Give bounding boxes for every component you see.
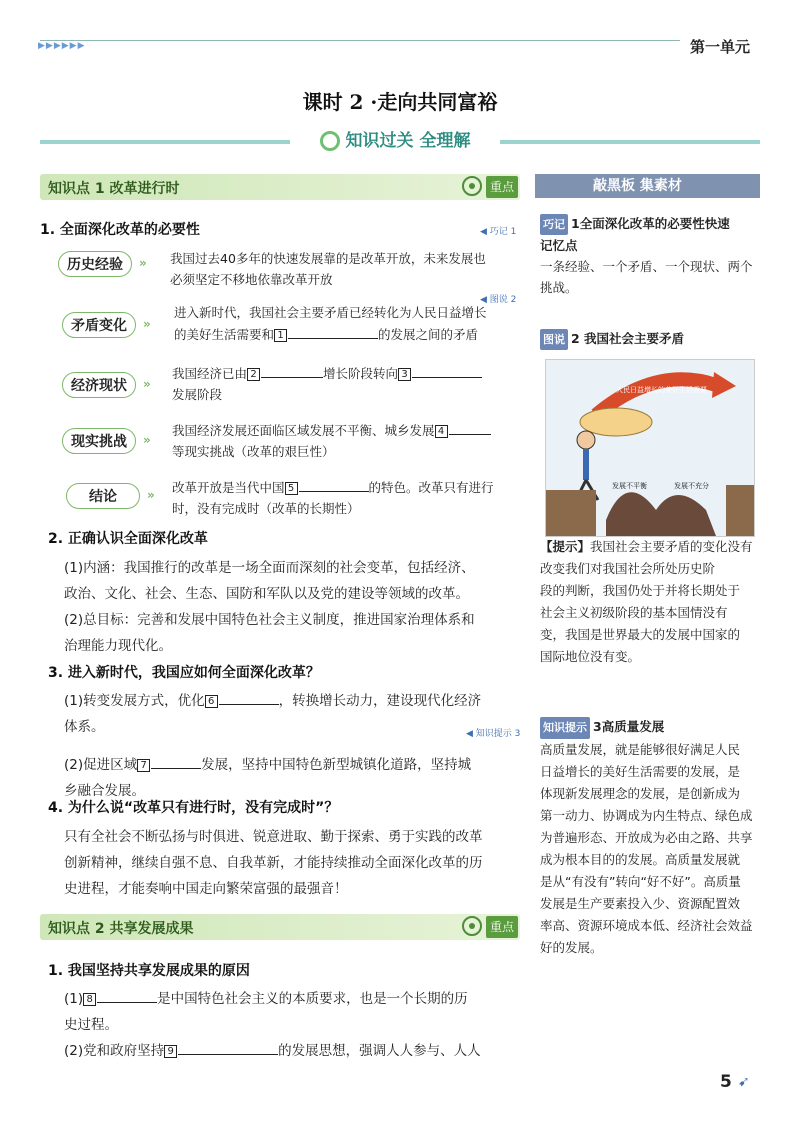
economy-text: 我国经济已由 2 增长阶段转向 3 发展阶段	[172, 362, 512, 405]
knowledge-point-1-header	[40, 174, 520, 200]
section-banner	[290, 126, 500, 158]
tip-box: 【提示】我国社会主要矛盾的变化没有 改变我们对我国社会所处历史阶 段的判断，我国仍处于并将长期处于 社会主义初级阶段的基本国情没有 变，我国是世界最大的发展中国家的 国际地位没有变。	[540, 539, 753, 664]
section-4-title: 4. 为什么说“改革只有进行时，没有完成时”？	[48, 800, 339, 816]
section-3-title: 3. 进入新时代，我国应如何全面深化改革？	[48, 665, 320, 681]
reform-content: (1)内涵：我国推行的改革是一场全面而深刻的社会变革，包括经济、 政治、文化、社会、生态、国防和军队以及党的建设等领域的改革。 (2)总目标：完善和发展中国特色社会主义制度，推进国家治理体系和 治理能力现代化。	[64, 560, 475, 654]
challenge-text: 我国经济发展还面临区域发展不平衡、城乡发展 4 等现实挑战（改革的艰巨性）	[172, 419, 512, 462]
sharing-content: (1) 8 是中国特色社会主义的本质要求，也是一个长期的历 史过程。 (2)党和政府坚持 9 的发展思想，强调人人参与、人人	[64, 986, 524, 1064]
diagram-tag[interactable]: ◀ 图说 2	[480, 295, 517, 305]
arrow-icon: »	[139, 256, 147, 270]
pill-challenge: 现实挑战	[62, 428, 136, 454]
kp1-label: 知识点 1 改革进行时	[48, 181, 180, 197]
page-number: 5	[720, 1072, 732, 1092]
memory-tip-tag[interactable]: ◀ 巧记 1	[480, 227, 517, 237]
header-rule	[40, 40, 680, 41]
high-quality-box: 知识提示 3高质量发展 高质量发展，就是能够很好满足人民 日益增长的美好生活需要的发展，是 体现新发展理念的发展，是创新成为 第一动力、协调成为内生特点、绿色成 为普遍形态、开放成为必由之路、共享 成为根本目的的发展。高质量发展就 是从“有没有”转向“好不好”。高质量 发展是生产要素投入少、资源配置效 率高、资源环境成本低、经济社会效益 好的发展。	[540, 719, 753, 955]
pill-economy: 经济现状	[62, 372, 136, 398]
lesson-title: 课时 2 ·走向共同富裕	[302, 90, 498, 114]
arrow-icon: »	[147, 488, 155, 502]
kp2-label: 知识点 2 共享发展成果	[48, 921, 194, 937]
knowledge-tip-label: 知识提示	[540, 717, 590, 739]
pill-conclusion: 结论	[66, 483, 140, 509]
header-arrows: ▶▶▶▶▶▶	[38, 41, 86, 51]
target-icon	[462, 176, 482, 196]
knowledge-tip-tag[interactable]: ◀ 知识提示 3	[466, 729, 521, 739]
contradiction-illustration	[545, 359, 755, 537]
key-badge: 重点	[486, 176, 518, 198]
arrow-icon: »	[143, 377, 151, 391]
section-5-title: 1. 我国坚持共享发展成果的原因	[48, 963, 250, 979]
diagram-label: 图说	[540, 329, 568, 350]
section-2-title: 2. 正确认识全面深化改革	[48, 531, 208, 547]
sidebar-header: 敲黑板 集素材	[535, 174, 760, 198]
pill-history: 历史经验	[58, 251, 132, 277]
illus-label-1: 发展不平衡	[612, 482, 647, 490]
unit-label: 第一单元	[690, 38, 751, 56]
memory-tip-box: 巧记 1全面深化改革的必要性快速 记忆点 一条经验、一个矛盾、一个现状、两个 挑战。	[540, 216, 753, 295]
section-1-title: 1. 全面深化改革的必要性	[40, 222, 200, 238]
key-badge: 重点	[486, 916, 518, 938]
illus-label-2: 发展不充分	[674, 482, 709, 490]
history-text: 我国过去40多年的快速发展靠的是改革开放，未来发展也 必须坚定不移地依靠改革开放	[170, 251, 486, 287]
pill-contradiction: 矛盾变化	[62, 312, 136, 338]
contradiction-text: 进入新时代，我国社会主要矛盾已经转化为人民日益增长 的美好生活需要和 1 的发展之间的矛盾	[174, 305, 487, 342]
diagram-title: 图说 2 我国社会主要矛盾	[540, 328, 762, 350]
knowledge-point-2-header	[40, 914, 520, 940]
conclusion-text: 改革开放是当代中国 5 的特色。改革只有进行 时，没有完成时（改革的长期性）	[172, 476, 512, 519]
why-content: 只有全社会不断弘扬与时俱进、锐意进取、勤于探索、勇于实践的改革 创新精神，继续自强不息、自我革新，才能持续推动全面深化改革的历 史进程，才能奏响中国走向繁荣富强的最强音！	[64, 829, 483, 897]
arrow-icon: »	[143, 433, 151, 447]
cycle-icon	[320, 131, 340, 151]
target-icon	[462, 916, 482, 936]
runner-icon: ➹	[738, 1074, 750, 1090]
memory-tip-label: 巧记	[540, 214, 568, 235]
new-era-content: (1)转变发展方式，优化 6 ，转换增长动力，建设现代化经济 体系。 (2)促进区域 7 发展，坚持中国特色新型城镇化道路，坚持城 乡融合发展。	[64, 688, 524, 804]
arrow-icon: »	[143, 317, 151, 331]
banner-text: 知识过关 全理解	[345, 131, 471, 151]
illus-arrow-label: 人民日益增长的美好生活需要	[616, 386, 707, 394]
